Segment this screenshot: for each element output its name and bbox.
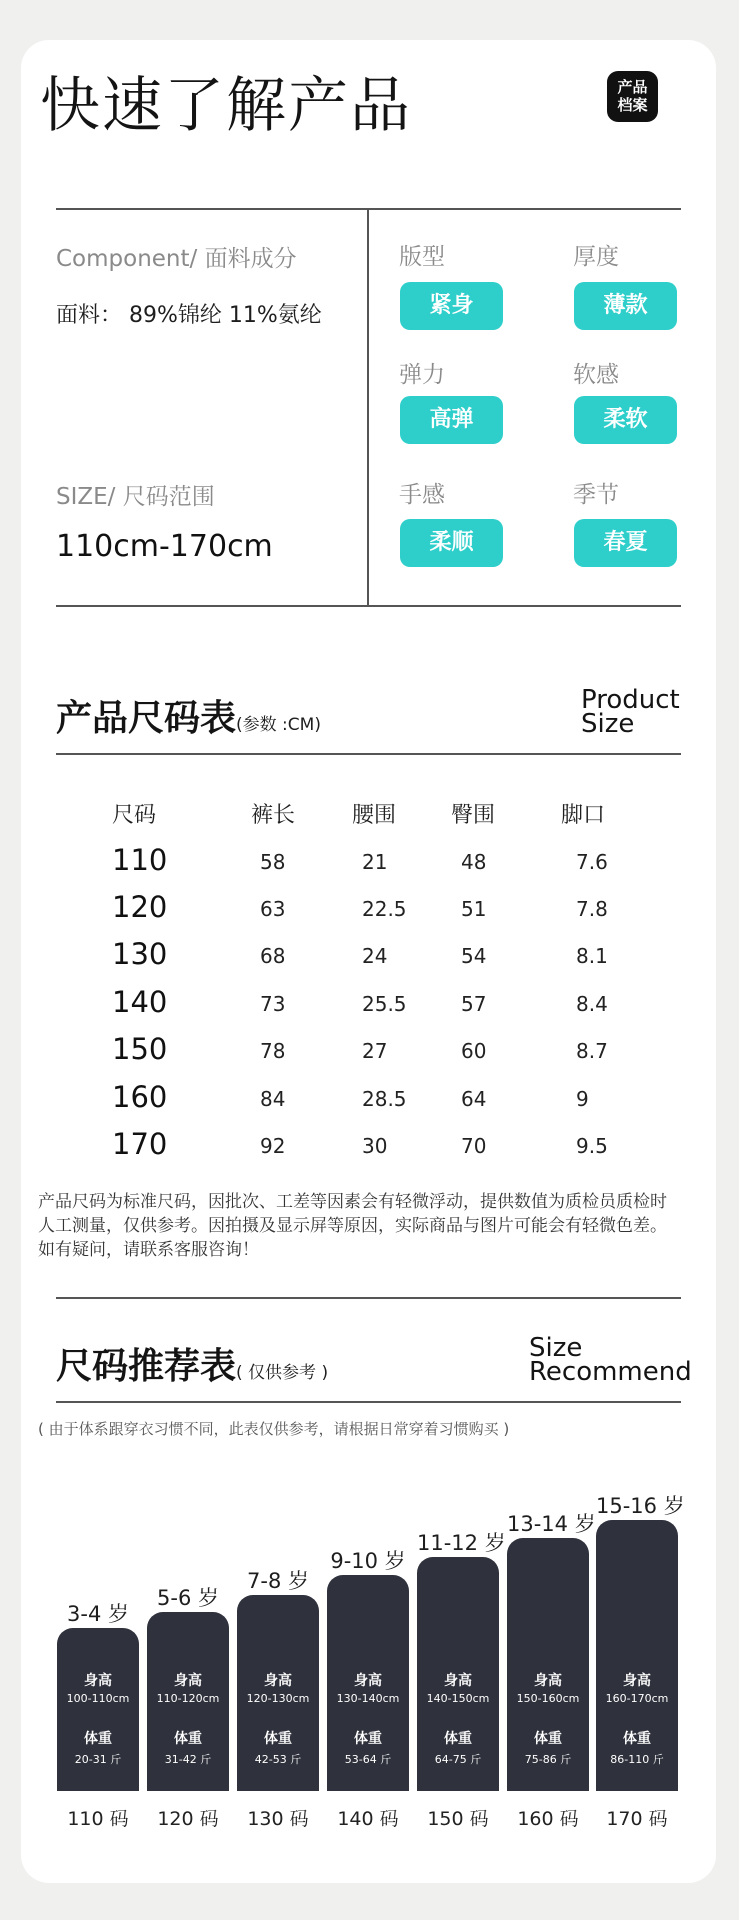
recommend-bar	[57, 1628, 139, 1791]
divider	[56, 208, 681, 210]
attr-label-fit: 版型	[399, 244, 445, 270]
weight-label: 体重	[623, 1731, 651, 1747]
size-range-label: SIZE/ 尺码范围	[56, 484, 215, 510]
divider	[56, 1297, 681, 1299]
height-label: 身高	[444, 1673, 472, 1689]
row-hem: 8.7	[576, 1039, 608, 1063]
recommend-bar	[417, 1557, 499, 1791]
weight-value: 20-31 斤	[74, 1753, 122, 1766]
attr-label-season: 季节	[573, 482, 619, 508]
component-label: Component/ 面料成分	[56, 246, 297, 272]
row-size: 110	[112, 843, 168, 877]
size-code: 150 码	[427, 1808, 489, 1830]
table-header-length: 裤长	[251, 803, 296, 828]
recommend-en-title	[529, 1333, 692, 1387]
recommend-subnote: ( 由于体系跟穿衣习惯不同，此表仅供参考，请根据日常穿着习惯购买 )	[38, 1420, 510, 1438]
table-header-hip: 臀围	[451, 803, 496, 828]
size-range-value: 110cm-170cm	[56, 529, 273, 564]
table-header-size: 尺码	[112, 803, 157, 828]
badge-line-1: 产品	[617, 78, 648, 96]
size-code: 120 码	[157, 1808, 219, 1830]
row-waist: 30	[362, 1134, 388, 1158]
weight-value: 64-75 斤	[434, 1753, 482, 1766]
size-table-en-line2: Size	[581, 709, 635, 739]
row-hem: 7.8	[576, 897, 608, 921]
table-header-waist: 腰围	[352, 803, 397, 828]
height-label: 身高	[534, 1673, 562, 1689]
attr-pill-thickness: 薄款	[574, 282, 677, 330]
age-label: 3-4 岁	[67, 1602, 129, 1626]
row-length: 78	[260, 1039, 286, 1063]
recommend-title	[56, 1338, 328, 1389]
attr-label-elasticity: 弹力	[399, 362, 445, 388]
divider	[56, 605, 681, 607]
height-value: 140-150cm	[426, 1692, 490, 1705]
row-size: 140	[112, 985, 168, 1019]
weight-label: 体重	[264, 1731, 292, 1747]
age-label: 11-12 岁	[417, 1531, 506, 1555]
size-code: 130 码	[247, 1808, 309, 1830]
size-table-title	[56, 690, 321, 741]
row-size: 130	[112, 937, 168, 971]
row-length: 68	[260, 944, 286, 968]
fabric-value: 面料： 89%锦纶 11%氨纶	[56, 303, 322, 328]
weight-value: 42-53 斤	[254, 1753, 302, 1766]
row-hem: 7.6	[576, 850, 608, 874]
age-label: 13-14 岁	[507, 1512, 596, 1536]
spec-divider	[367, 208, 369, 606]
height-label: 身高	[623, 1673, 651, 1689]
recommend-note: ( 仅供参考 )	[236, 1363, 329, 1383]
height-label: 身高	[174, 1673, 202, 1689]
height-value: 150-160cm	[516, 1692, 580, 1705]
row-hip: 70	[461, 1134, 487, 1158]
badge-line-2: 档案	[617, 96, 648, 114]
size-table-unit-note: (参数 :CM)	[236, 715, 321, 735]
age-label: 9-10 岁	[330, 1549, 406, 1573]
weight-label: 体重	[84, 1731, 112, 1747]
row-length: 58	[260, 850, 286, 874]
product-profile-badge	[607, 71, 658, 122]
row-hip: 51	[461, 897, 487, 921]
row-length: 84	[260, 1087, 286, 1111]
row-hip: 64	[461, 1087, 487, 1111]
recommend-bar	[327, 1575, 409, 1791]
row-waist: 28.5	[362, 1087, 407, 1111]
recommend-bar	[237, 1595, 319, 1791]
recommend-en-line1: Size	[529, 1333, 583, 1363]
weight-value: 75-86 斤	[524, 1753, 572, 1766]
recommend-title-text: 尺码推荐表	[56, 1346, 237, 1387]
weight-label: 体重	[444, 1731, 472, 1747]
size-table-title-text: 产品尺码表	[56, 698, 237, 739]
age-label: 15-16 岁	[596, 1494, 685, 1518]
size-code: 110 码	[67, 1808, 129, 1830]
row-size: 120	[112, 890, 168, 924]
size-code: 140 码	[337, 1808, 399, 1830]
size-table-en-line1: Product	[581, 685, 680, 715]
row-waist: 21	[362, 850, 388, 874]
row-hem: 9	[576, 1087, 589, 1111]
row-hip: 60	[461, 1039, 487, 1063]
row-hem: 8.1	[576, 944, 608, 968]
table-header-hem: 脚口	[561, 803, 606, 828]
row-hem: 9.5	[576, 1134, 608, 1158]
height-value: 160-170cm	[605, 1692, 669, 1705]
recommend-en-line2: Recommend	[529, 1357, 692, 1387]
row-hip: 48	[461, 850, 487, 874]
weight-value: 86-110 斤	[610, 1753, 664, 1766]
row-size: 160	[112, 1080, 168, 1114]
weight-value: 53-64 斤	[344, 1753, 392, 1766]
attr-label-thickness: 厚度	[573, 244, 619, 270]
height-value: 110-120cm	[156, 1692, 220, 1705]
page-title: 快速了解产品	[40, 71, 412, 141]
row-waist: 27	[362, 1039, 388, 1063]
height-label: 身高	[264, 1673, 292, 1689]
row-waist: 22.5	[362, 897, 407, 921]
row-hip: 54	[461, 944, 487, 968]
row-length: 92	[260, 1134, 286, 1158]
row-hem: 8.4	[576, 992, 608, 1016]
recommend-bar	[507, 1538, 589, 1791]
age-label: 5-6 岁	[157, 1586, 219, 1610]
weight-value: 31-42 斤	[164, 1753, 212, 1766]
size-code: 170 码	[606, 1808, 668, 1830]
size-table-en-title	[581, 685, 680, 739]
row-length: 73	[260, 992, 286, 1016]
height-value: 130-140cm	[336, 1692, 400, 1705]
divider	[56, 753, 681, 755]
recommend-bar	[147, 1612, 229, 1791]
row-hip: 57	[461, 992, 487, 1016]
size-disclaimer: 产品尺码为标准尺码，因批次、工差等因素会有轻微浮动，提供数值为质检员质检时人工测量，仅供参考。因拍摄及显示屏等原因，实际商品与图片可能会有轻微色差。如有疑问，请联系客服咨询！	[38, 1192, 667, 1260]
divider	[56, 1401, 681, 1403]
row-size: 150	[112, 1032, 168, 1066]
attr-pill-softness: 柔软	[574, 396, 677, 444]
weight-label: 体重	[354, 1731, 382, 1747]
weight-label: 体重	[174, 1731, 202, 1747]
age-label: 7-8 岁	[247, 1569, 309, 1593]
weight-label: 体重	[534, 1731, 562, 1747]
row-size: 170	[112, 1127, 168, 1161]
recommend-bar	[596, 1520, 678, 1791]
attr-pill-season: 春夏	[574, 519, 677, 567]
row-waist: 24	[362, 944, 388, 968]
row-length: 63	[260, 897, 286, 921]
size-code: 160 码	[517, 1808, 579, 1830]
height-label: 身高	[84, 1673, 112, 1689]
row-waist: 25.5	[362, 992, 407, 1016]
attr-label-handfeel: 手感	[399, 482, 445, 508]
attr-label-softness: 软感	[573, 362, 619, 388]
attr-pill-elasticity: 高弹	[400, 396, 503, 444]
height-value: 120-130cm	[246, 1692, 310, 1705]
attr-pill-handfeel: 柔顺	[400, 519, 503, 567]
height-value: 100-110cm	[66, 1692, 130, 1705]
height-label: 身高	[354, 1673, 382, 1689]
attr-pill-fit: 紧身	[400, 282, 503, 330]
